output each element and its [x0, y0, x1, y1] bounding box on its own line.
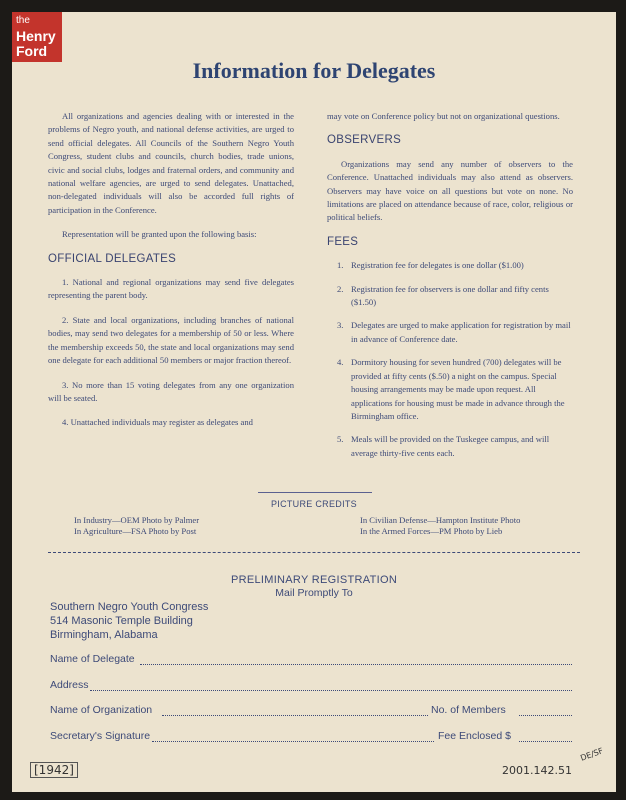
observers-heading: OBSERVERS — [327, 134, 402, 147]
organization-label: Name of Organization — [50, 704, 153, 716]
henry-ford-logo: the Henry Ford — [12, 12, 62, 62]
fee-label: Fee Enclosed $ — [438, 730, 511, 742]
cut-line — [48, 552, 580, 553]
mailing-address: Southern Negro Youth Congress 514 Masonic Temple Building Birmingham, Alabama — [50, 601, 209, 641]
right-column — [327, 110, 573, 470]
handwritten-catalog-number: 2001.142.51 — [502, 764, 572, 777]
signature-line[interactable] — [152, 741, 434, 742]
official-delegates-heading: OFFICIAL DELEGATES — [48, 252, 177, 265]
mail-promptly: Mail Promptly To — [275, 587, 353, 599]
delegate-rule-3: 3. No more than 15 voting delegates from any one organization will be seated. — [48, 379, 294, 403]
credit-agriculture: In Agriculture—FSA Photo by Post — [74, 526, 197, 536]
page-title: Information for Delegates — [192, 58, 436, 83]
fee-item: 3. Delegates are urged to make application for registration by mail in advance of Conference date. — [337, 320, 571, 344]
document-page — [12, 12, 616, 792]
address-label: Address — [50, 679, 89, 691]
delegate-name-line[interactable] — [140, 664, 572, 665]
section-divider — [258, 492, 372, 493]
observers-paragraph: Organizations may send any number of observers to the Conference. Unattached individuals may also attend as observers. Observers may have voice on all questions but vote on none. No limitations are placed on attendance because of race, color, religious or political beliefs. — [327, 158, 573, 223]
fee-item: 1. Registration fee for delegates is one dollar ($1.00) — [337, 260, 524, 271]
delegate-rule-1: 1. National and regional organizations may send five delegates representing the parent body. — [48, 277, 294, 301]
fee-line[interactable] — [519, 741, 572, 742]
continuation-paragraph: may vote on Conference policy but not on organizational questions. — [327, 111, 560, 121]
address-line[interactable] — [90, 690, 572, 691]
fees-heading: FEES — [327, 235, 359, 248]
handwritten-initials: DE/SF — [579, 746, 605, 763]
members-label: No. of Members — [431, 704, 506, 716]
fee-item: 4. Dormitory housing for seven hundred (700) delegates will be provided at fifty cents ($.50) a night on the campus. Special housing arrangements may be made upon request. All applications for housing must be made in advance through the Birmingham office. — [337, 357, 565, 421]
fee-item: 2. Registration fee for observers is one dollar and fifty cents ($1.50) — [337, 283, 549, 308]
handwritten-year: [1942] — [30, 762, 78, 778]
signature-label: Secretary's Signature — [50, 730, 151, 742]
delegate-name-label: Name of Delegate — [50, 653, 135, 665]
members-line[interactable] — [519, 715, 572, 716]
delegate-rule-4: 4. Unattached individuals may register as delegates and — [62, 417, 253, 428]
organization-line[interactable] — [162, 715, 428, 716]
fees-list — [327, 259, 573, 460]
basis-paragraph: Representation will be granted upon the following basis: — [62, 229, 257, 240]
credit-civilian-defense: In Civilian Defense—Hampton Institute Photo — [360, 515, 521, 525]
credit-armed-forces: In the Armed Forces—PM Photo by Lieb — [360, 526, 503, 536]
registration-heading: PRELIMINARY REGISTRATION — [230, 574, 398, 586]
delegate-rule-2: 2. State and local organizations, including branches of national bodies, may send two delegates for a membership of 50 or less. Where the membership exceeds 50, the state and local organizations may send one delegate for each additional 50 members or major fraction thereof. — [48, 314, 294, 366]
picture-credits-heading: PICTURE CREDITS — [270, 499, 357, 509]
intro-paragraph: All organizations and agencies dealing with or interested in the problems of Negro youth, and national defense activities, are urged to send official delegates. All Councils of the Southern Negro Youth Congress, student clubs and councils, church bodies, trade unions, civic and social clubs, lodges and fraternal orders, and community and national welfare agencies, are urged to send delegates. Unattached, non-delegated individuals will also be accorded full rights of participation in the Conference. — [48, 111, 294, 215]
left-column — [48, 110, 294, 441]
credit-industry: In Industry—OEM Photo by Palmer — [74, 515, 200, 525]
fee-item: 5. Meals will be provided on the Tuskegee campus, and will average thirty-five cents each. — [337, 434, 550, 458]
